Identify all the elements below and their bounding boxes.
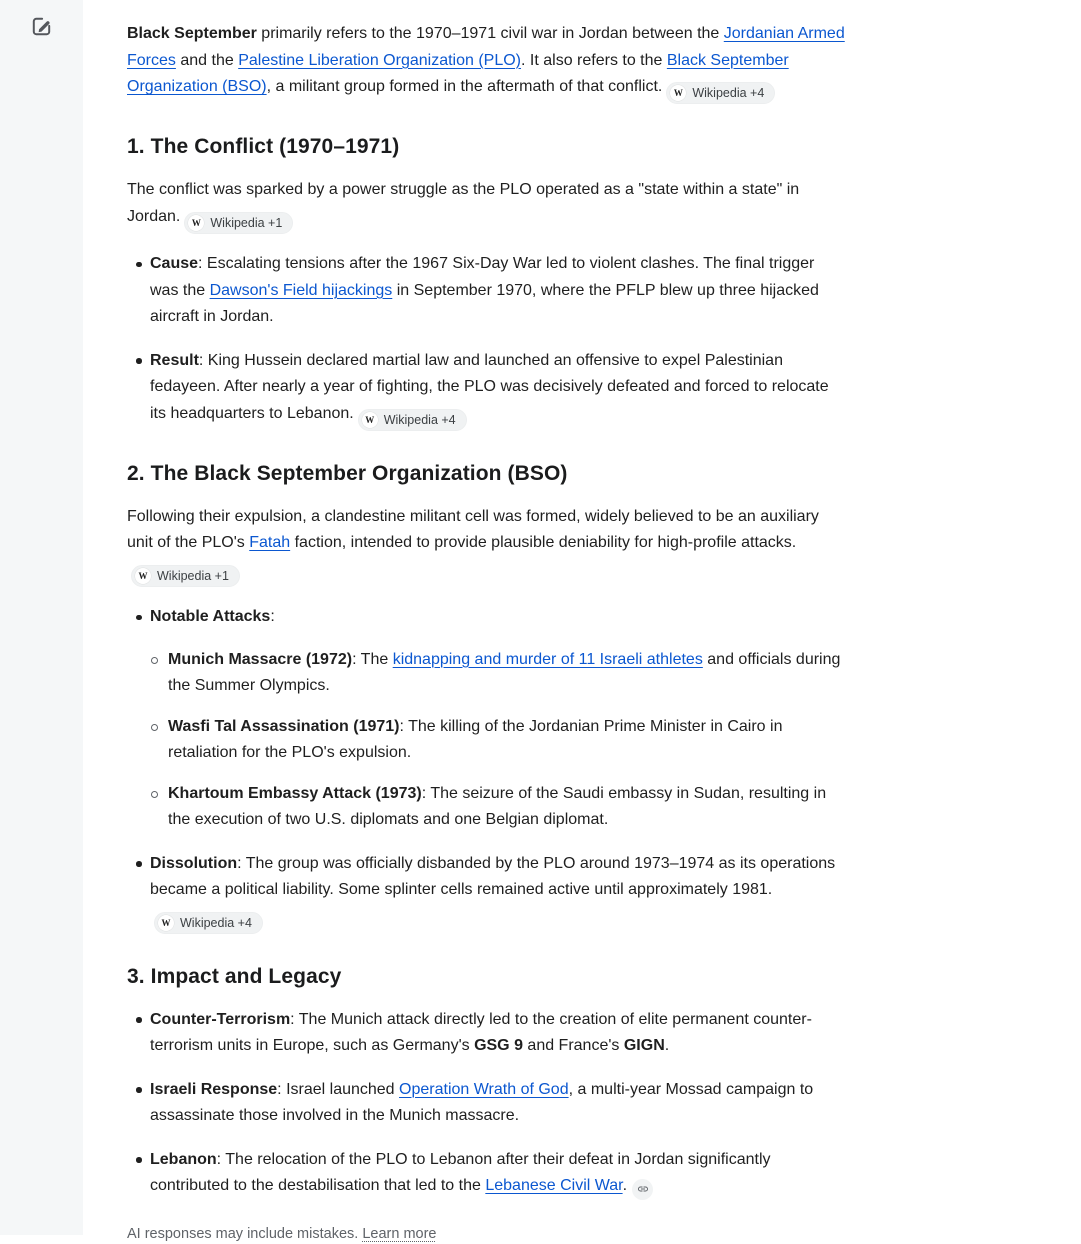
text-span: , a multi-year Mossad campaign to assassinate those involved in the Munich massacre. (150, 1080, 814, 1125)
bold-text: Counter-Terrorism (150, 1010, 291, 1028)
citation-badge-label: Wikipedia +4 (692, 86, 765, 100)
text-span: : Israel launched (277, 1080, 400, 1098)
wikipedia-favicon-icon: W (362, 412, 378, 428)
inline-link[interactable]: Dawson's Field hijackings (209, 281, 393, 299)
inline-link[interactable]: Black September Organization (BSO) (127, 51, 789, 95)
list-item (127, 348, 845, 431)
bold-text: Cause (150, 255, 199, 272)
bullet-list (127, 1007, 845, 1200)
citation-badge[interactable] (154, 912, 263, 934)
response-content (127, 21, 845, 1200)
inline-link[interactable]: Fatah (249, 534, 291, 552)
edit-square-icon (29, 14, 54, 39)
wikipedia-favicon-icon: W (158, 915, 174, 931)
bold-text: GIGN (623, 1037, 665, 1055)
bold-text: Dissolution (150, 854, 238, 872)
text-span: in September 1970, where the PFLP blew up three hijacked aircraft in Jordan. (150, 281, 819, 325)
text-span: : The group was officially disbanded by the PLO around 1973–1974 as its operations became a political liability. Some splinter cells remained active until approximately 1981. (150, 854, 836, 898)
section-heading: 1. The Conflict (1970–1971) (127, 135, 400, 159)
inline-link[interactable]: Jordanian Armed Forces (127, 25, 845, 69)
inline-link[interactable]: Lebanese Civil War (485, 1177, 623, 1195)
paragraph (127, 177, 845, 234)
wikipedia-favicon-icon: W (188, 215, 204, 231)
citation-badge-label: Wikipedia +4 (383, 412, 456, 427)
text-span: primarily refers to the 1970–1971 civil war in Jordan between the (256, 25, 724, 42)
text-span: and France's (522, 1037, 624, 1055)
inline-link[interactable]: kidnapping and murder of 11 Israeli athletes (392, 650, 703, 668)
bullet-list (127, 604, 845, 934)
source-link-chip[interactable] (632, 1179, 653, 1200)
sub-list-item (150, 647, 845, 700)
section-heading: 2. The Black September Organization (BSO) (127, 461, 568, 485)
inline-link[interactable]: Palestine Liberation Organization (PLO) (238, 51, 522, 69)
list-item (127, 1147, 845, 1200)
section-heading: 3. Impact and Legacy (127, 964, 342, 988)
text-span: : King Hussein declared martial law and launched an offensive to expel Palestinian fedayeen. After nearly a year of fighting, the PLO was decisively defeated and forced to relocate its headquarters to Lebanon. (150, 351, 829, 422)
paragraph (127, 504, 845, 587)
text-span: : (270, 608, 275, 625)
text-span: : The relocation of the PLO to Lebanon after their defeat in Jordan significantly contributed to the destabilisation that led to the (150, 1150, 771, 1195)
list-item (127, 851, 845, 934)
text-span: . (664, 1037, 670, 1055)
learn-more-link[interactable]: Learn more (362, 1225, 437, 1242)
disclaimer-text: AI responses may include mistakes. (127, 1225, 359, 1242)
bold-text: Result (150, 351, 199, 369)
text-span: : Escalating tensions after the 1967 Six-Day War led to violent clashes. The final trigger was the (150, 255, 815, 299)
disclaimer (127, 1224, 845, 1244)
text-span: faction, intended to provide plausible deniability for high-profile attacks. (290, 534, 797, 552)
citation-badge[interactable] (358, 409, 467, 431)
citation-badge-label: Wikipedia +1 (157, 568, 229, 583)
link-icon (637, 1183, 649, 1195)
citation-badge-label: Wikipedia +1 (210, 215, 283, 230)
text-span: : The seizure of the Saudi embassy in Sudan, resulting in the execution of two U.S. diplomats and one Belgian diplomat. (168, 784, 827, 828)
bold-text: Wasfi Tal Assassination (1971) (168, 717, 400, 735)
paragraph (127, 21, 845, 104)
bold-text: Khartoum Embassy Attack (1973) (168, 784, 422, 802)
bold-text: Lebanon (150, 1150, 217, 1168)
left-rail (0, 0, 83, 1235)
bold-text: GSG 9 (474, 1037, 523, 1055)
citation-badge[interactable] (666, 82, 775, 104)
bold-text: Notable Attacks (150, 608, 271, 625)
text-span: : The (352, 650, 393, 668)
sub-bullet-list (150, 647, 845, 834)
bold-text: Black September (127, 25, 257, 42)
text-span: Following their expulsion, a clandestine militant cell was formed, widely believed to be an auxiliary unit of the PLO's (127, 507, 819, 552)
list-item (127, 604, 845, 834)
wikipedia-favicon-icon: W (135, 568, 151, 584)
text-span: : The Munich attack directly led to the creation of elite permanent counter-terrorism units in Europe, such as Germany's (150, 1010, 812, 1055)
list-item (127, 1077, 845, 1130)
text-span: and officials during the Summer Olympics. (168, 650, 841, 694)
bold-text: Munich Massacre (1972) (168, 650, 353, 668)
text-span: , a militant group formed in the aftermath of that conflict. (266, 78, 663, 95)
text-span: The conflict was sparked by a power struggle as the PLO operated as a "state within a state" in Jordan. (127, 181, 800, 225)
sub-list-item (150, 714, 845, 767)
text-span: . (622, 1177, 628, 1195)
citation-badge[interactable] (131, 565, 240, 587)
text-span: and the (175, 51, 239, 69)
text-span: : The killing of the Jordanian Prime Minister in Cairo in retaliation for the PLO's expulsion. (168, 717, 783, 761)
inline-link[interactable]: Operation Wrath of God (399, 1080, 569, 1098)
sub-list-item (150, 781, 845, 834)
new-chat-button[interactable] (26, 11, 56, 41)
citation-badge-label: Wikipedia +4 (180, 915, 252, 930)
wikipedia-favicon-icon: W (670, 85, 686, 101)
citation-badge[interactable] (184, 212, 293, 234)
response-pane (127, 0, 845, 1244)
list-item (127, 251, 845, 331)
list-item (127, 1007, 845, 1060)
bullet-list (127, 251, 845, 431)
text-span: . It also refers to the (521, 51, 667, 69)
bold-text: Israeli Response (150, 1080, 278, 1098)
